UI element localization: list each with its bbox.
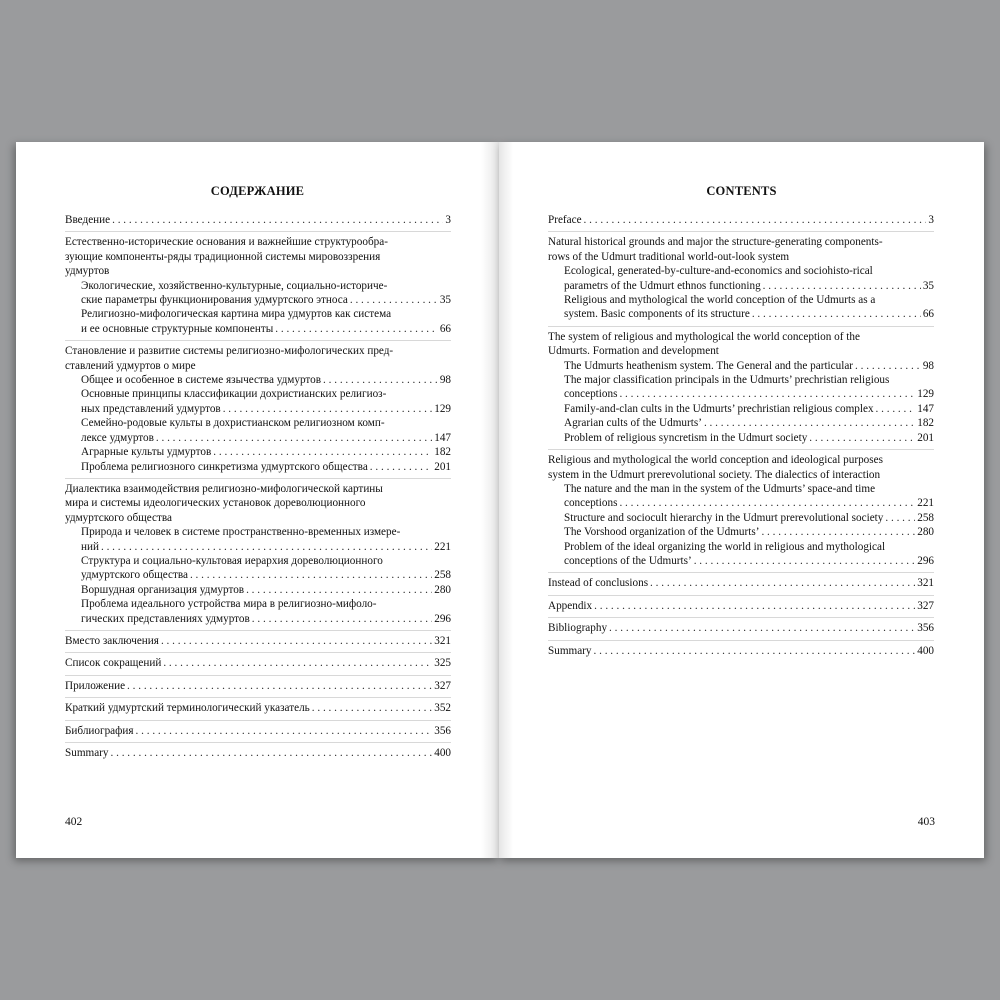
toc-entry-page: 327 [917,599,934,612]
toc-entry-title: Structure and sociocult hierarchy in the Udmurt prerevolutional society [564,511,884,524]
toc-entry [548,540,934,569]
toc-entry-page: 321 [434,634,451,647]
toc-entry-title: удмуртского общества [65,511,172,524]
page-title: CONTENTS [706,184,777,198]
table-of-contents-en [548,213,934,658]
toc-entry-page: 201 [434,460,451,473]
toc-entry-title: Bibliography [548,622,608,635]
toc-entry-title: и ее основные структурные компоненты [81,322,274,335]
gutter-shadow [481,142,499,858]
toc-entry-page: 258 [917,511,934,524]
toc-entry [548,572,934,590]
toc-entry-title: Ecological, generated-by-culture-and-economics and sociohisto-rical [564,265,873,278]
dot-leader [136,724,433,738]
toc-entry [65,630,451,648]
toc-entry-page: 66 [922,308,934,321]
toc-entry-title: Аграрные культы удмуртов [81,446,212,459]
dot-leader [275,322,438,336]
toc-entry [548,264,934,293]
dot-leader [101,540,432,554]
dot-leader [312,701,432,715]
dot-leader [584,213,927,227]
toc-entry-title: Религиозно-мифологическая картина мира удмуртов как система [81,308,392,321]
dot-leader [619,387,915,401]
toc-entry [548,617,934,635]
dot-leader [704,416,915,430]
toc-entry-title: Appendix [548,599,593,612]
toc-entry-page: 258 [434,569,451,582]
toc-entry-title: system. Basic components of its structure [564,308,750,321]
toc-entry-title: Семейно-родовые культы в дохристианском религиозном комп- [81,417,385,430]
toc-entry-title: Natural historical grounds and major the structure-generating components- [548,236,883,249]
toc-entry-title: Краткий удмуртский терминологический указатель [65,702,310,715]
toc-entry-title: Summary [65,747,109,759]
toc-entry [548,525,934,539]
toc-entry-title: Problem of religious syncretism in the Udmurt society [564,431,808,444]
toc-entry [65,445,451,459]
toc-entry-page: 35 [439,294,451,307]
dot-leader [111,746,433,760]
toc-entry-title: гических представлениях удмуртов [81,612,250,625]
toc-entry-title: Природа и человек в системе пространственно-временных измере- [81,526,401,539]
dot-leader [213,445,432,459]
dot-leader [650,576,915,590]
toc-entry-title: conceptions [564,497,618,510]
toc-entry [65,213,451,227]
toc-entry-title: Структура и социально-культовая иерархия дореволюционного [81,554,383,567]
toc-entry [65,387,451,416]
toc-entry-title: The Udmurts heathenism system. The General and the particular [564,359,854,372]
toc-entry-title: ний [81,540,99,553]
dot-leader [619,496,915,510]
gutter-shadow [499,142,513,858]
toc-entry-page: 221 [434,540,451,553]
dot-leader [609,621,915,635]
toc-entry [65,525,451,554]
toc-entry [548,482,934,511]
toc-entry-title: зующие компоненты-ряды традиционной системы мировоззрения [65,250,381,263]
toc-entry-title: Family-and-clan cults in the Udmurts’ prechristian religious complex [564,402,874,415]
toc-entry-page: 280 [917,526,934,539]
page-number: 403 [917,816,935,828]
toc-entry [548,640,934,658]
toc-entry-title: Библиография [65,724,134,737]
dot-leader [190,568,432,582]
toc-entry-title: The major classification principals in the Udmurts’ prechristian religious [564,374,890,387]
dot-leader [350,293,438,307]
toc-entry [65,416,451,445]
toc-entry-page: 400 [917,644,934,657]
toc-entry-page: 35 [922,279,934,292]
toc-entry-title: parametrs of the Udmurt ethnos functioning [564,279,761,292]
toc-entry [548,595,934,613]
toc-entry-page: 3 [928,214,934,226]
dot-leader [809,431,915,445]
toc-entry [65,583,451,597]
toc-entry [65,597,451,626]
right-page [499,142,984,858]
toc-entry-page: 129 [917,388,934,401]
toc-entry-title: Udmurts. Formation and development [548,345,719,358]
dot-leader [752,307,921,321]
toc-entry-title: The nature and the man in the system of the Udmurts’ space-and time [564,482,876,495]
toc-entry [548,213,934,227]
left-page [16,142,499,858]
toc-entry-title: Religious and mythological the world conception and ideological purposes [548,454,883,467]
toc-entry-page: 147 [917,402,934,415]
toc-entry [65,697,451,715]
toc-entry [548,373,934,402]
toc-entry-title: Preface [548,214,582,226]
toc-entry-title: Summary [548,644,592,657]
toc-entry-title: мира и системы идеологических установок дореволюционного [65,497,366,510]
toc-entry-page: 296 [917,554,934,567]
dot-leader [112,213,443,227]
toc-entry [65,742,451,760]
toc-entry-page: 356 [434,724,451,737]
toc-entry [548,416,934,430]
toc-entry-title: The system of religious and mythological the world conception of the [548,330,860,343]
toc-entry-page: 400 [434,747,451,759]
toc-entry-page: 129 [434,402,451,415]
toc-entry-title: Problem of the ideal organizing the world in religious and mythological [564,540,886,553]
toc-entry-title: лексе удмуртов [81,431,154,444]
toc-entry-title: Основные принципы классификации дохристианских религиоз- [81,388,387,401]
toc-entry-title: ставлений удмуртов о мире [65,359,196,372]
toc-entry-title: Проблема идеального устройства мира в религиозно-мифоло- [81,598,377,611]
toc-entry-page: 280 [434,583,451,596]
dot-leader [370,460,432,474]
toc-entry [548,449,934,482]
toc-entry-title: Экологические, хозяйственно-культурные, социально-историче- [81,279,388,292]
toc-entry [65,478,451,525]
dot-leader [694,554,916,568]
toc-entry [548,402,934,416]
dot-leader [156,431,432,445]
toc-entry-page: 352 [434,702,451,715]
toc-entry-title: Вместо заключения [65,634,159,647]
toc-entry-title: Instead of conclusions [548,577,649,590]
dot-leader [761,525,915,539]
toc-entry [548,231,934,264]
toc-entry-title: conceptions [564,388,618,401]
toc-entry-page: 182 [917,417,934,430]
dot-leader [163,656,432,670]
toc-entry-page: 98 [922,359,934,372]
toc-entry-title: Становление и развитие системы религиозно-мифологических пред- [65,345,394,358]
toc-entry-page: 321 [917,577,934,590]
toc-entry-title: rows of the Udmurt traditional world-out-look system [548,250,790,263]
toc-entry-page: 296 [434,612,451,625]
table-of-contents-ru [65,213,451,760]
dot-leader [323,373,438,387]
toc-entry-title: Agrarian cults of the Udmurts’ [564,417,702,430]
page-title: СОДЕРЖАНИЕ [210,184,305,198]
dot-leader [246,583,432,597]
toc-entry [65,279,451,308]
toc-entry [548,511,934,525]
toc-entry-page: 182 [434,446,451,459]
toc-entry-page: 356 [917,622,934,635]
dot-leader [594,644,916,658]
toc-entry [548,359,934,373]
toc-entry-page: 325 [434,657,451,670]
toc-entry-title: Проблема религиозного синкретизма удмуртского общества [81,460,368,473]
toc-entry-title: The Vorshood organization of the Udmurts’ [564,526,760,539]
toc-entry-title: Religious and mythological the world conception of the Udmurts as a [564,294,876,307]
toc-entry-title: system in the Udmurt prerevolutional society. The dialectics of interaction [548,468,881,481]
toc-entry-title: Приложение [65,679,126,692]
toc-entry [65,652,451,670]
dot-leader [885,511,915,525]
toc-entry-page: 66 [439,322,451,335]
toc-entry-title: удмуртского общества [81,569,188,582]
toc-entry [65,373,451,387]
dot-leader [594,599,915,613]
dot-leader [252,612,432,626]
toc-entry-title: Список сокращений [65,657,162,670]
toc-entry-page: 221 [917,497,934,510]
toc-entry-title: conceptions of the Udmurts’ [564,554,692,567]
toc-entry-page: 98 [439,374,451,387]
toc-entry-page: 147 [434,431,451,444]
dot-leader [127,679,432,693]
toc-entry-title: ские параметры функционирования удмуртского этноса [81,294,348,307]
toc-entry [65,460,451,474]
dot-leader [855,359,921,373]
toc-entry-title: Воршудная организация удмуртов [81,583,245,596]
toc-entry-page: 327 [434,679,451,692]
dot-leader [763,279,921,293]
toc-entry [548,431,934,445]
toc-entry [65,231,451,278]
page-number: 402 [65,816,83,828]
toc-entry-title: Естественно-исторические основания и важнейшие структурообра- [65,236,388,249]
toc-entry [548,293,934,322]
toc-entry [65,340,451,373]
toc-entry [65,675,451,693]
toc-entry [548,326,934,359]
toc-entry-page: 3 [445,214,451,226]
toc-entry [65,554,451,583]
dot-leader [223,402,433,416]
toc-entry-page: 201 [917,431,934,444]
toc-entry-title: Диалектика взаимодействия религиозно-мифологической картины [65,482,383,495]
dot-leader [876,402,916,416]
dot-leader [161,634,432,648]
toc-entry [65,720,451,738]
toc-entry-title: Общее и особенное в системе язычества удмуртов [81,374,322,387]
toc-entry-title: удмуртов [65,265,110,278]
toc-entry-title: Введение [65,214,111,226]
toc-entry-title: ных представлений удмуртов [81,402,221,415]
toc-entry [65,307,451,336]
